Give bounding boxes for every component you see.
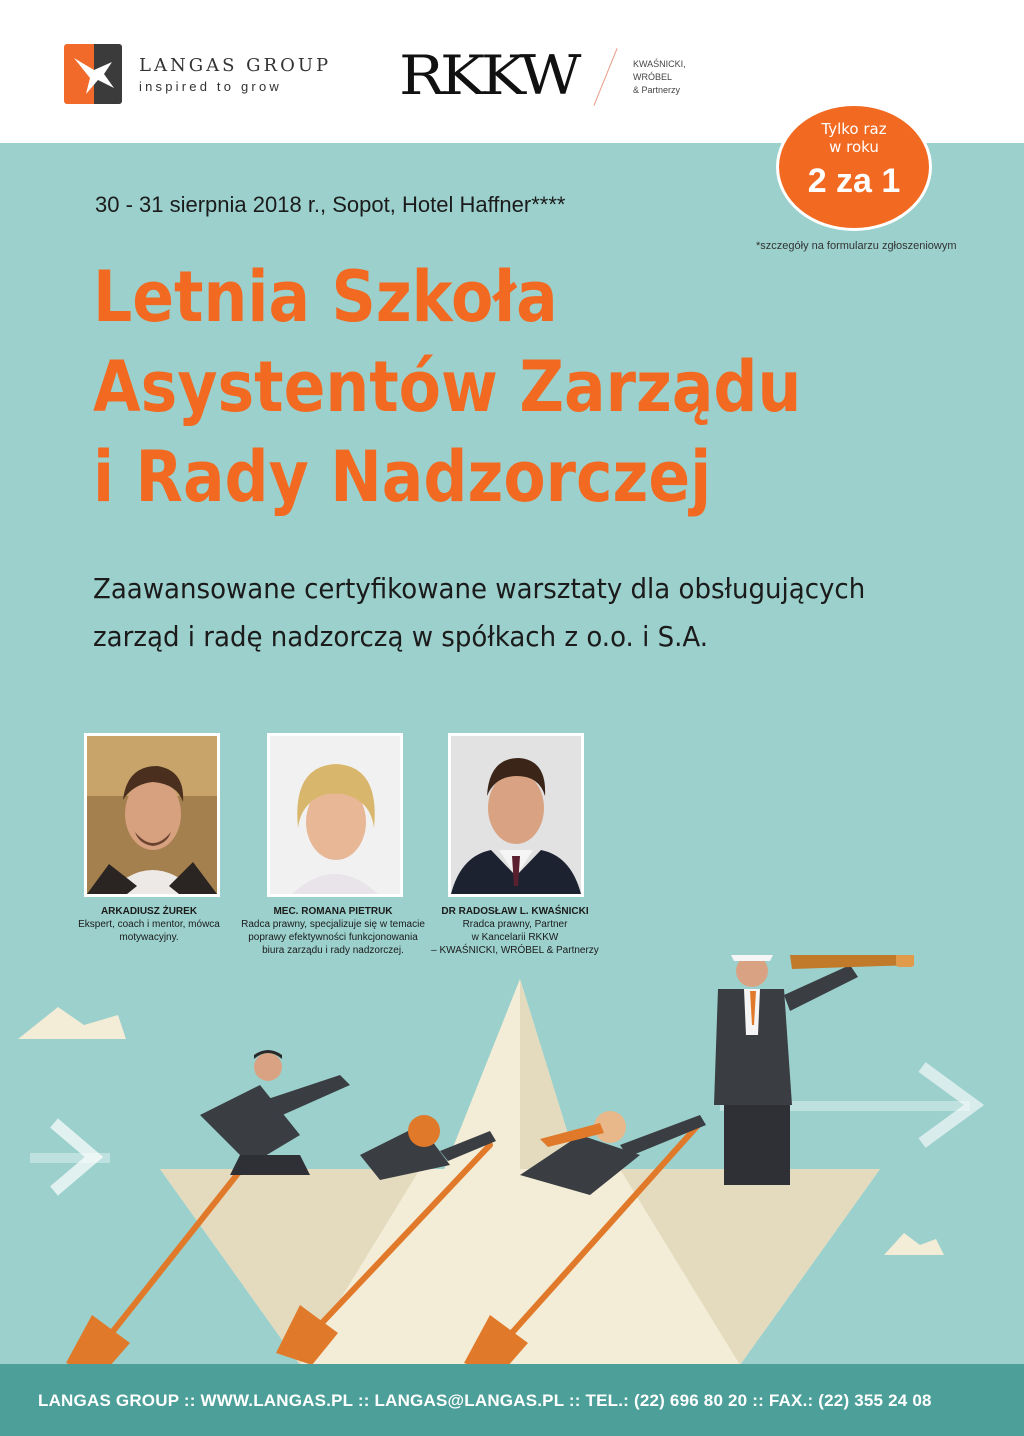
speaker-info: ARKADIUSZ ŻUREK Ekspert, coach i mentor, mówca motywacyjny. — [54, 905, 244, 944]
paper-boat-rowers-illustration — [0, 955, 1024, 1375]
speaker-photo — [448, 733, 584, 897]
hummingbird-logo-icon — [64, 44, 122, 104]
speaker-photo — [84, 733, 220, 897]
speaker-name: DR RADOSŁAW L. KWAŚNICKI — [441, 906, 589, 917]
promo-offer: 2 za 1 — [807, 162, 901, 200]
speaker-name: MEC. ROMANA PIETRUK — [273, 906, 393, 917]
event-subtitle: Zaawansowane certyfikowane warsztaty dla obsługujących zarząd i radę nadzorczą w spółkach z o.o. i S.A. — [93, 572, 866, 653]
promo-note: *szczegóły na formularzu zgłoszeniowym — [756, 240, 957, 252]
langas-tagline: inspired to grow — [139, 79, 282, 94]
speaker-info: DR RADOSŁAW L. KWAŚNICKI Rradca prawny, Partner w Kancelarii RKKW – KWAŚNICKI, WRÓBEL & Partnerzy — [420, 905, 610, 957]
speaker-info: MEC. ROMANA PIETRUK Radca prawny, specjalizuje się w temacie poprawy efektywności funkcjonowania biura zarządu i rady nadzorczej. — [238, 905, 428, 957]
rkkw-logo-text: RKKW — [399, 44, 577, 107]
title-line: Letnia Szkoła — [93, 256, 558, 338]
promo-line1: Tylko raz — [821, 120, 887, 138]
speaker-name: ARKADIUSZ ŻUREK — [100, 906, 198, 917]
langas-group-name: LANGAS GROUP — [139, 55, 332, 76]
speaker-photo — [267, 733, 403, 897]
title-line: Asystentów Zarządu — [93, 346, 802, 428]
promo-badge — [776, 103, 932, 231]
promo-line2: w roku — [829, 138, 879, 156]
title-line: i Rady Nadzorczej — [93, 436, 712, 518]
page-title — [93, 252, 801, 522]
footer-contact: LANGAS GROUP :: WWW.LANGAS.PL :: LANGAS@LANGAS.PL :: TEL.: (22) 696 80 20 :: FAX.: (22) 355 24 08 — [38, 1391, 932, 1410]
event-date-location: 30 - 31 sierpnia 2018 r., Sopot, Hotel Haffner**** — [95, 192, 566, 217]
rkkw-subtitle: KWAŚNICKI, WRÓBEL & Partnerzy — [633, 59, 686, 95]
